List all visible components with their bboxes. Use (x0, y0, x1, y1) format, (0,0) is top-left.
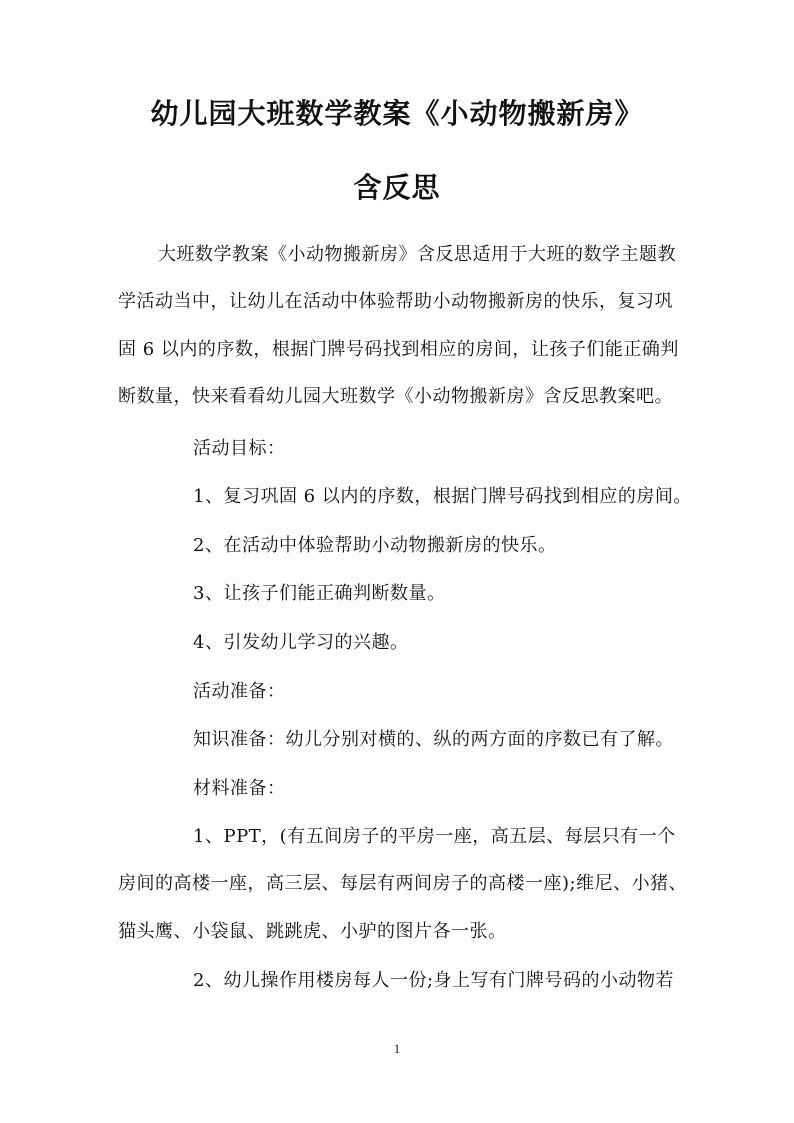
goal-item-4: 4、引发幼儿学习的兴趣。 (193, 632, 409, 653)
goal-item-2: 2、在活动中体验帮助小动物搬新房的快乐。 (193, 535, 557, 556)
goal-item-1: 1、复习巩固 6 以内的序数，根据门牌号码找到相应的房间。 (193, 486, 692, 507)
knowledge-prep: 知识准备：幼儿分别对横的、纵的两方面的序数已有了解。 (193, 729, 674, 750)
intro-paragraph-line-2: 学活动当中，让幼儿在活动中体验帮助小动物搬新房的快乐，复习巩 (118, 291, 673, 312)
goals-heading: 活动目标： (193, 438, 286, 459)
intro-paragraph-line-1: 大班数学教案《小动物搬新房》含反思适用于大班的数学主题教 (158, 244, 676, 265)
document-title-line-2: 含反思 (353, 171, 441, 204)
prep-heading: 活动准备： (193, 681, 286, 702)
intro-paragraph-line-3: 固 6 以内的序数，根据门牌号码找到相应的房间，让孩子们能正确判 (118, 339, 679, 360)
material-item-1-line-3: 猫头鹰、小袋鼠、跳跳虎、小驴的图片各一张。 (118, 921, 507, 942)
intro-paragraph-line-4: 断数量，快来看看幼儿园大班数学《小动物搬新房》含反思教案吧。 (118, 386, 673, 407)
document-title-line-1: 幼儿园大班数学教案《小动物搬新房》 (150, 97, 644, 130)
material-heading: 材料准备： (193, 778, 286, 799)
page-number: 1 (393, 1041, 401, 1056)
material-item-2-line-1: 2、幼儿操作用楼房每人一份;身上写有门牌号码的小动物若 (193, 970, 675, 991)
goal-item-3: 3、让孩子们能正确判断数量。 (193, 583, 446, 604)
material-item-1-line-1: 1、PPT，(有五间房子的平房一座，高五层、每层只有一个 (193, 826, 676, 847)
material-item-1-line-2: 房间的高楼一座，高三层、每层有两间房子的高楼一座);维尼、小猪、 (118, 873, 688, 894)
